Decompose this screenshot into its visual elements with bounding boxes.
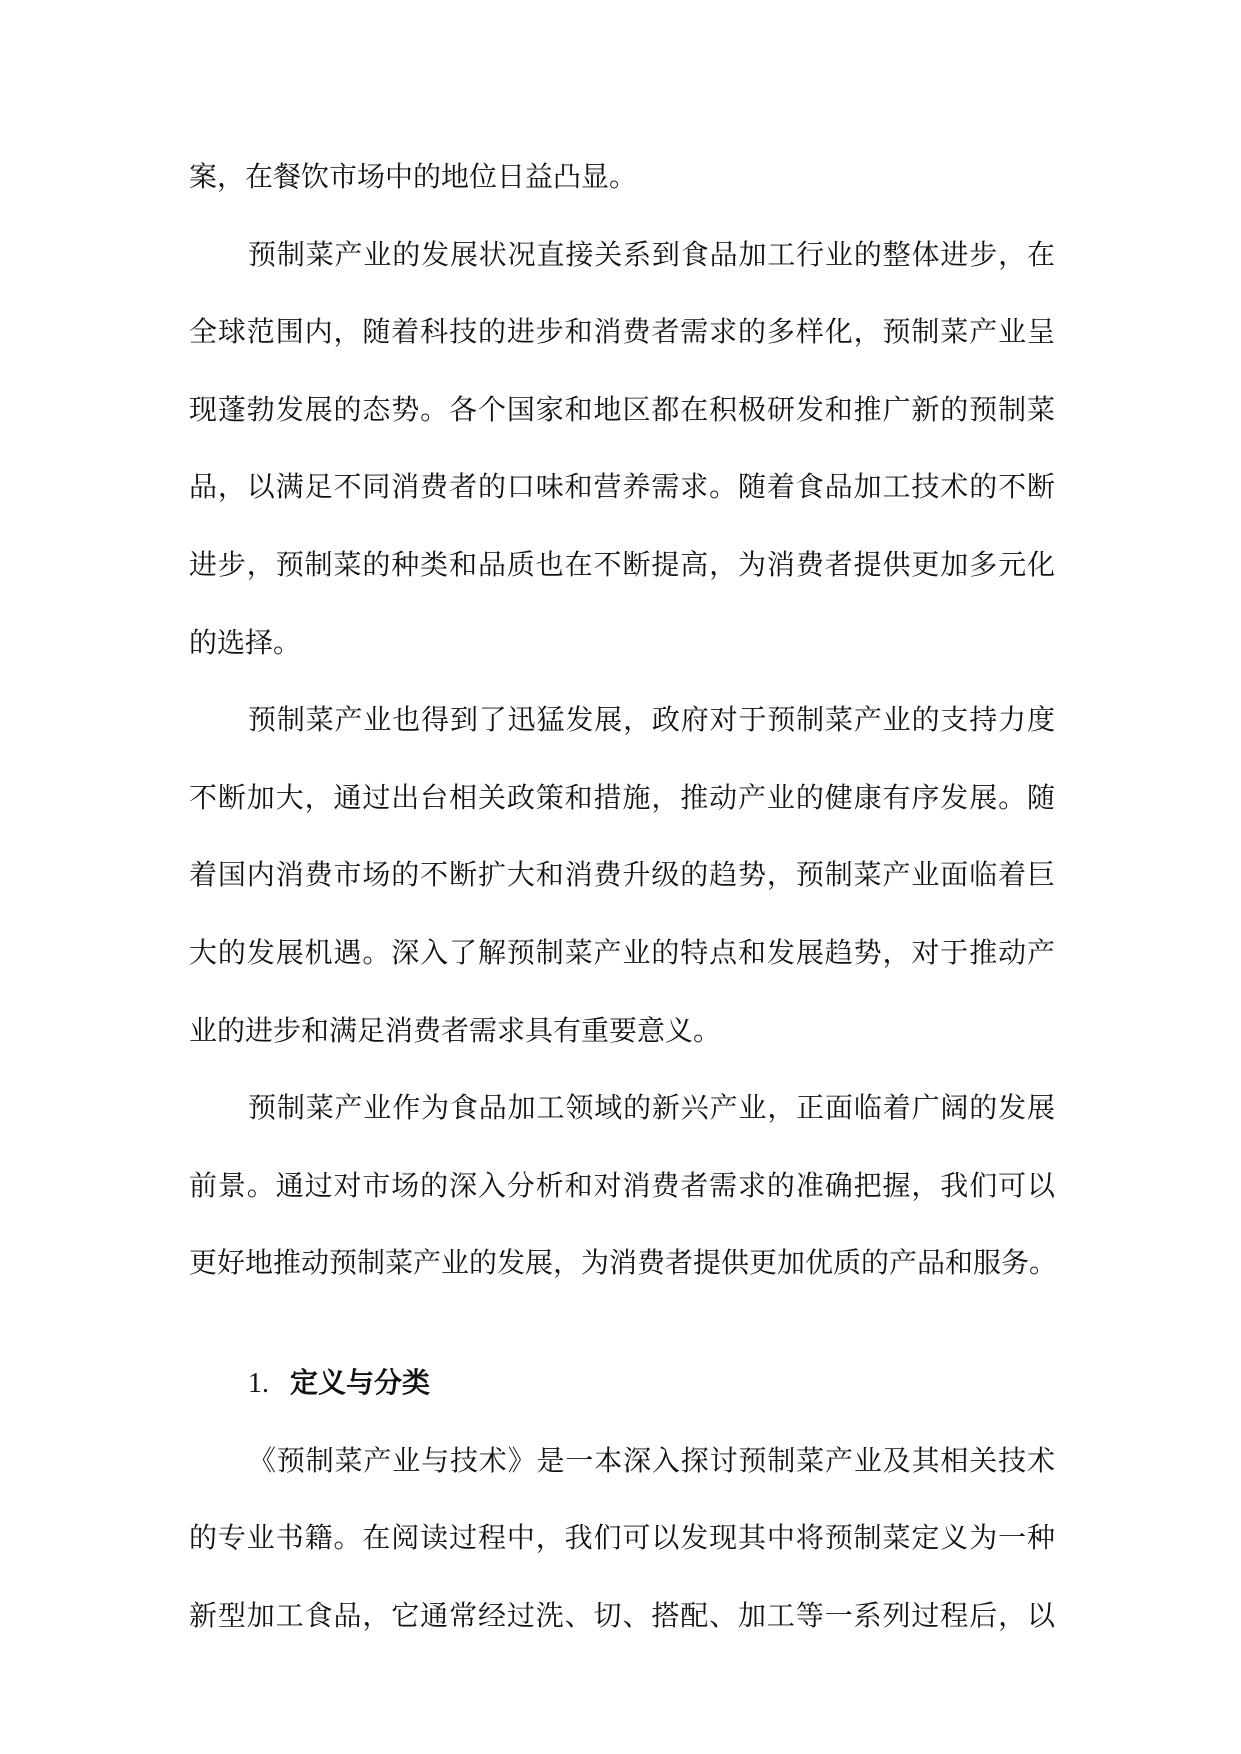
section-title: 定义与分类 — [290, 1365, 431, 1399]
section-spacer — [189, 1302, 1055, 1344]
text-line: 《预制菜产业与技术》是一本深入探讨预制菜产业及其相关技术 — [248, 1443, 1055, 1477]
text-line: 不断加大，通过出台相关政策和措施，推动产业的健康有序发展。随 — [189, 780, 1055, 814]
section-number: 1. — [248, 1367, 269, 1399]
text-line: 着国内消费市场的不断扩大和消费升级的趋势，预制菜产业面临着巨 — [189, 858, 1055, 892]
text-line: 大的发展机遇。深入了解预制菜产业的特点和发展趋势，对于推动产 — [189, 935, 1055, 969]
text-line: 品，以满足不同消费者的口味和营养需求。随着食品加工技术的不断 — [189, 470, 1055, 504]
paragraph-continuation — [189, 138, 1055, 216]
text-line: 的选择。 — [189, 625, 302, 659]
text-line: 更好地推动预制菜产业的发展，为消费者提供更加优质的产品和服务。 — [189, 1246, 1058, 1280]
text-line: 预制菜产业也得到了迅猛发展，政府对于预制菜产业的支持力度 — [248, 703, 1055, 737]
paragraph-outlook — [189, 1069, 1058, 1302]
paragraph-industry-development — [189, 216, 1055, 682]
section-heading — [189, 1344, 1055, 1422]
text-line: 前景。通过对市场的深入分析和对消费者需求的准确把握，我们可以 — [189, 1168, 1055, 1202]
text-line: 预制菜产业作为食品加工领域的新兴产业，正面临着广阔的发展 — [248, 1091, 1055, 1125]
document-page — [189, 138, 1058, 1654]
paragraph-government-support — [189, 681, 1055, 1069]
text-line: 业的进步和满足消费者需求具有重要意义。 — [189, 1013, 722, 1047]
text-line: 新型加工食品，它通常经过洗、切、搭配、加工等一系列过程后，以 — [189, 1598, 1055, 1632]
text-line: 的专业书籍。在阅读过程中，我们可以发现其中将预制菜定义为一种 — [189, 1521, 1055, 1555]
text-line: 现蓬勃发展的态势。各个国家和地区都在积极研发和推广新的预制菜 — [189, 392, 1055, 426]
paragraph-definition — [189, 1422, 1055, 1655]
text-line: 预制菜产业的发展状况直接关系到食品加工行业的整体进步，在 — [248, 237, 1055, 271]
text-line: 进步，预制菜的种类和品质也在不断提高，为消费者提供更加多元化 — [189, 547, 1055, 581]
text-line: 案，在餐饮市场中的地位日益凸显。 — [189, 160, 638, 193]
text-line: 全球范围内，随着科技的进步和消费者需求的多样化，预制菜产业呈 — [189, 315, 1055, 349]
